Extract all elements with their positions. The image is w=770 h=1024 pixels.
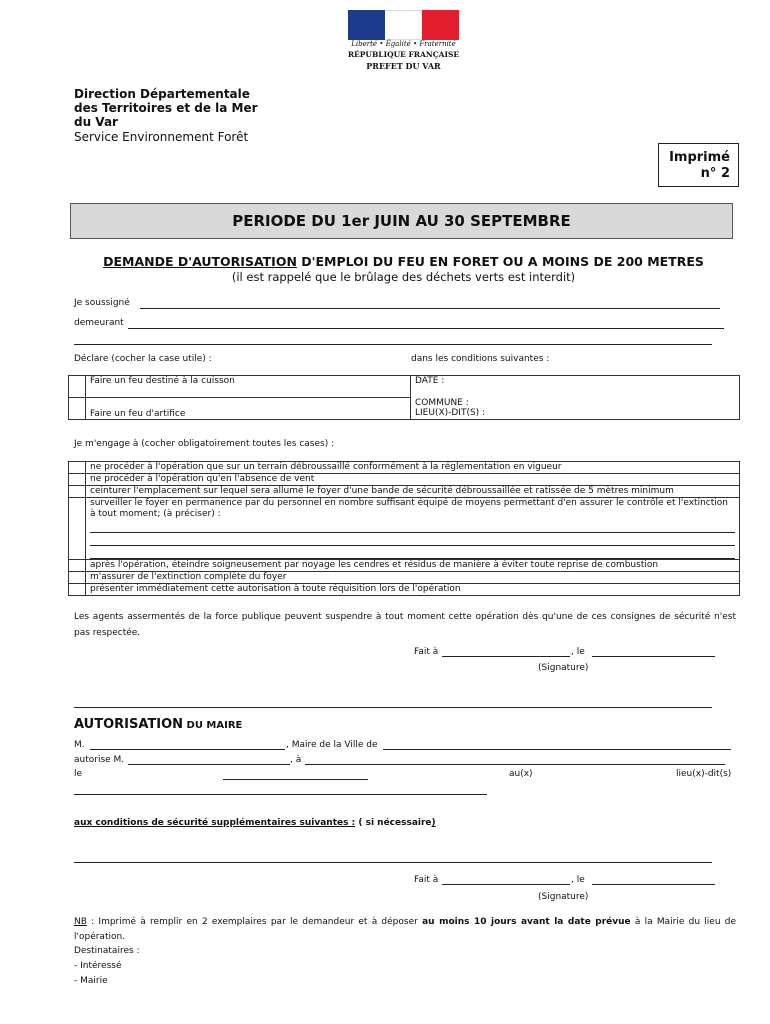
service-label: Service Environnement Forêt — [74, 130, 249, 144]
republic-flag-logo — [348, 10, 459, 40]
demeurant-field[interactable] — [128, 328, 724, 329]
engage-checkbox[interactable] — [69, 486, 86, 498]
date-label: DATE : — [415, 376, 445, 386]
form-number-box — [658, 143, 739, 187]
le-date-field[interactable] — [223, 779, 368, 780]
separator-line — [74, 707, 712, 708]
extra-conditions-text: aux conditions de sécurité supplémentaires suivantes : — [74, 818, 356, 828]
engage-item-surveiller — [86, 498, 740, 560]
destinataires-label: Destinataires : — [74, 946, 140, 956]
engage-item: ceinturer l'emplacement sur lequel sera allumé le foyer d'une bande de sécurité débroussaillée et ratissée de 5 mètres minimum — [86, 486, 740, 498]
lieu-label: LIEU(X)-DIT(S) : — [415, 408, 486, 418]
demeurant-field-line2[interactable] — [74, 344, 712, 345]
fait-field[interactable] — [442, 656, 570, 657]
demeurant-label: demeurant — [74, 318, 124, 328]
extra-conditions-label — [74, 818, 436, 828]
request-title — [0, 254, 770, 269]
direction-line3: du Var — [74, 115, 118, 129]
lieu-field[interactable] — [74, 794, 487, 795]
nb-label: NB — [74, 917, 87, 927]
a-field[interactable] — [305, 764, 725, 765]
engage-checkbox[interactable] — [69, 572, 86, 584]
direction-line1: Direction Départementale — [74, 87, 250, 101]
direction-block — [74, 87, 258, 129]
engage-checkbox[interactable] — [69, 498, 86, 560]
direction-line2: des Territoires et de la Mer — [74, 101, 258, 115]
conditions-label: dans les conditions suivantes : — [411, 354, 550, 364]
le-label: , le — [571, 647, 585, 657]
autorisation-title-main: AUTORISATION — [74, 717, 184, 732]
signature-label: (Signature) — [538, 663, 589, 673]
agents-notice: Les agents assermentés de la force publique peuvent suspendre à tout moment cette opération dès qu'une de ces consignes de sécurité n'est pas respectée. — [74, 612, 736, 638]
lieu-dit-label: lieu(x)-dit(s) — [676, 769, 732, 779]
engage-checkbox[interactable] — [69, 474, 86, 486]
nb-bold: au moins 10 jours avant la date prévue — [422, 917, 631, 927]
engage-checkbox[interactable] — [69, 584, 86, 596]
engage-item: surveiller le foyer en permanence par du personnel en nombre suffisant équipé de moyens permettant d'en assurer le contrôle et l'extinction à tout moment; (à préciser) : — [90, 498, 728, 519]
engage-checkbox[interactable] — [69, 462, 86, 474]
checkbox-cuisson[interactable] — [69, 376, 86, 398]
maire-label: , Maire de la Ville de — [286, 740, 378, 750]
commune-label: COMMUNE : — [415, 398, 469, 408]
le-date-label: le — [74, 769, 83, 779]
fait-label: Fait à — [414, 647, 439, 657]
autorise-label: autorise M. — [74, 755, 125, 765]
motto: Liberté • Égalité • Fraternité — [351, 40, 456, 48]
request-title-underlined: DEMANDE D'AUTORISATION — [103, 254, 297, 269]
au-label: au(x) — [509, 769, 533, 779]
destinataire-interesse: - Intéressé — [74, 961, 122, 971]
nb-notice — [74, 915, 736, 945]
autorise-field[interactable] — [128, 764, 290, 765]
precision-line[interactable] — [90, 533, 735, 546]
details-cell[interactable] — [411, 376, 740, 420]
le-label-2: , le — [571, 875, 585, 885]
ville-field[interactable] — [383, 749, 731, 750]
request-subtitle: (il est rappelé que le brûlage des déchets verts est interdit) — [231, 270, 576, 284]
extra-conditions-close: ) — [431, 818, 436, 828]
form-box-line1: Imprimé — [669, 150, 730, 165]
fait-field-2[interactable] — [442, 884, 570, 885]
option-artifice: Faire un feu d'artifice — [86, 398, 411, 420]
prefet-label: PREFET DU VAR — [366, 61, 441, 71]
destinataire-mairie: - Mairie — [74, 976, 108, 986]
declare-label: Déclare (cocher la case utile) : — [74, 354, 212, 364]
date-field[interactable] — [592, 656, 715, 657]
soussigne-field[interactable] — [140, 308, 720, 309]
precision-line[interactable] — [90, 546, 735, 559]
request-title-rest: D'EMPLOI DU FEU EN FORET OU A MOINS DE 200 METRES — [296, 254, 704, 269]
engage-table — [68, 461, 740, 596]
engage-item: après l'opération, éteindre soigneusement par noyage les cendres et résidus de manière à éviter toute reprise de combustion — [86, 560, 740, 572]
precision-line[interactable] — [90, 520, 735, 533]
nb-text2: à la Mairie du lieu de l'opération. — [74, 917, 737, 942]
m-label: M. — [74, 740, 85, 750]
signature-label-2: (Signature) — [538, 892, 589, 902]
engage-item: m'assurer de l'extinction complète du foyer — [86, 572, 740, 584]
checkbox-artifice[interactable] — [69, 398, 86, 420]
date-field-2[interactable] — [592, 884, 715, 885]
autorisation-title-small: DU MAIRE — [183, 720, 243, 731]
option-cuisson: Faire un feu destiné à la cuisson — [86, 376, 411, 398]
destinataires-block — [74, 944, 140, 989]
extra-conditions-paren: ( si nécessaire — [358, 818, 432, 828]
soussigne-label: Je soussigné — [74, 298, 130, 308]
period-banner: PERIODE DU 1er JUIN AU 30 SEPTEMBRE — [70, 203, 733, 239]
form-box-line2: n° 2 — [700, 166, 730, 181]
engage-checkbox[interactable] — [69, 560, 86, 572]
declare-table — [68, 375, 740, 420]
republic-label: RÉPUBLIQUE FRANÇAISE — [347, 50, 460, 59]
autorisation-title — [74, 713, 242, 732]
engage-label: Je m'engage à (cocher obligatoirement toutes les cases) : — [74, 439, 335, 449]
engage-item: présenter immédiatement cette autorisation à toute réquisition lors de l'opération — [86, 584, 740, 596]
engage-item: ne procéder à l'opération que sur un terrain débroussaillé conformément à la réglementation en vigueur — [86, 462, 740, 474]
m-field[interactable] — [90, 749, 285, 750]
extra-conditions-field[interactable] — [74, 862, 712, 863]
fait-label-2: Fait à — [414, 875, 439, 885]
nb-text1: : Imprimé à remplir en 2 exemplaires par le demandeur et à déposer — [86, 917, 423, 927]
a-label: , à — [290, 755, 302, 765]
engage-item: ne procéder à l'opération qu'en l'absence de vent — [86, 474, 740, 486]
